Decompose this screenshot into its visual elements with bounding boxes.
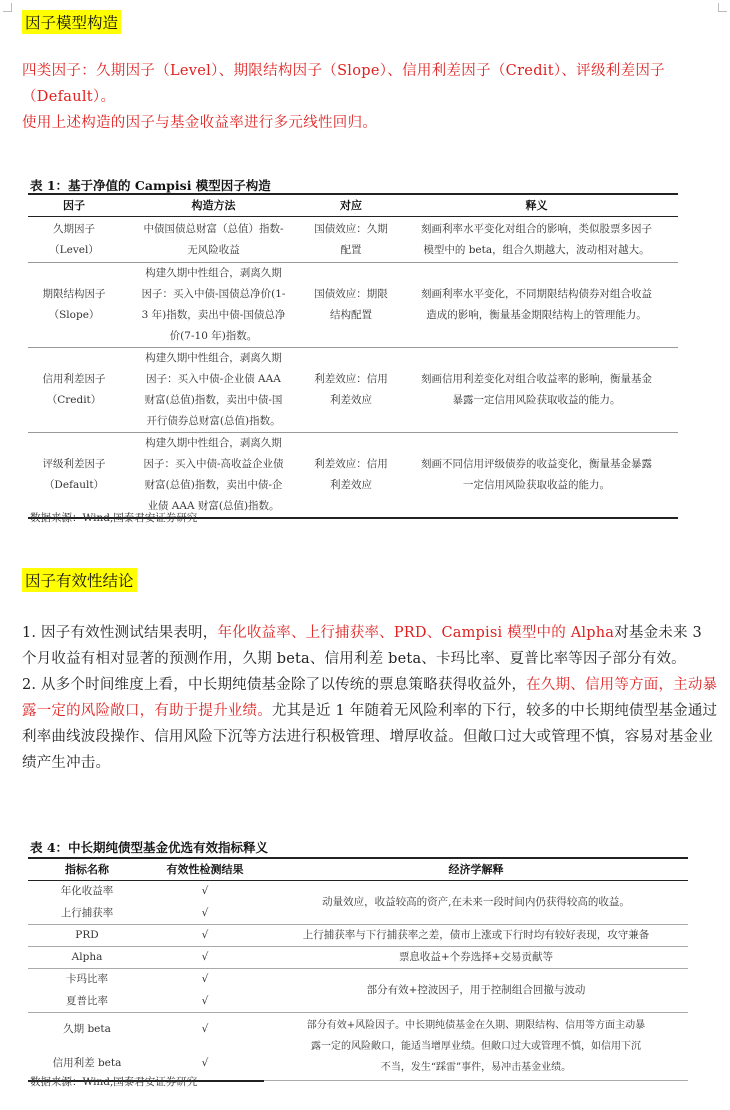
table1-caption: 表 1：基于净值的 Campisi 模型因子构造 (30, 178, 271, 193)
check-mark: √ (201, 885, 209, 898)
explain-cell: 上行捕获率与下行捕获率之差，债市上涨或下行时均有较好表现，攻守兼备 (264, 925, 688, 947)
check-mark: √ (201, 1023, 209, 1036)
table-row (28, 217, 678, 263)
table-row (28, 881, 688, 903)
meaning-cell: 刻画信用利差变化对组合收益率的影响，衡量基金 暴露一定信用风险获取收益的能力。 (395, 348, 678, 433)
factor-cell: 久期因子 （Level） (28, 217, 120, 263)
explain-cell: 部分有效+风险因子。中长期纯债基金在久期、期限结构、信用等方面主动暴 露一定的风险敞口，能适当增厚业绩。但敞口过大或管理不慎，如信用下沉 不当，发生“踩雷”事件，易冲击基金业绩。 (264, 1013, 688, 1081)
column-header: 释义 (395, 194, 678, 217)
check-mark: √ (146, 991, 264, 1013)
factor-table (28, 193, 678, 519)
check-mark: √ (146, 947, 264, 969)
indicator-name: PRD (28, 925, 146, 947)
conclusion-text (22, 620, 718, 776)
table4-source: 数据来源：Wind,国泰君安证券研究 (30, 1076, 198, 1088)
column-header: 经济学解释 (264, 858, 688, 881)
conclusion-paragraph-1: 1. 因子有效性测试结果表明，年化收益率、上行捕获率、PRD、Campisi 模型中的 Alpha对基金未来 3 个月收益有相对显著的预测作用，久期 beta、信用利差 beta、卡玛比率、夏普比率等因子部分有效。 (22, 625, 702, 667)
conclusion-paragraph-2: 2. 从多个时间维度上看，中长期纯债基金除了以传统的票息策略获得收益外，在久期、信用等方面，主动暴露一定的风险敞口，有助于提升业绩。尤其是近 1 年随着无风险利率的下行，较多的中长期纯债型基金通过利率曲线波段操作、信用风险下沉等方法进行积极管理、增厚收益。但敞口过大或管理不慎，容易对基金业绩产生冲击。 (22, 677, 718, 771)
method-cell: 构建久期中性组合，剥离久期 因子：买入中债-国债总净价(1- 3 年)指数，卖出中债-国债总净 价(7-10 年)指数。 (120, 263, 307, 348)
table-row (28, 947, 688, 969)
column-header: 构造方法 (120, 194, 307, 217)
indicator-name: 信用利差 beta (28, 1047, 146, 1081)
indicator-name: 夏普比率 (28, 991, 146, 1013)
method-cell: 构建久期中性组合，剥离久期 因子：买入中债-高收益企业债 财富(总值)指数，卖出中债-企 业债 AAA 财富(总值)指数。 (120, 433, 307, 519)
factor-cell: 期限结构因子 （Slope） (28, 263, 120, 348)
page-corner-mark (3, 3, 12, 12)
table-row (28, 1013, 688, 1047)
indicator-name: Alpha (28, 947, 146, 969)
check-mark: √ (201, 973, 209, 986)
section-heading-model: 因子模型构造 (22, 10, 121, 34)
effect-cell: 利差效应：信用 利差效应 (307, 433, 395, 519)
meaning-cell: 刻画利率水平变化，不同期限结构债券对组合收益 造成的影响，衡量基金期限结构上的管理能力。 (395, 263, 678, 348)
table-header-row (28, 858, 688, 881)
section-heading-conclusion: 因子有效性结论 (22, 568, 137, 592)
method-cell: 构建久期中性组合，剥离久期 因子：买入中债-企业债 AAA 财富(总值)指数，卖出中债-国 开行债券总财富(总值)指数。 (120, 348, 307, 433)
effect-cell: 利差效应：信用 利差效应 (307, 348, 395, 433)
explain-cell: 票息收益+个券选择+交易贡献等 (264, 947, 688, 969)
intro-line-2: 使用上述构造的因子与基金收益率进行多元线性回归。 (22, 115, 378, 131)
indicator-table (28, 857, 688, 1082)
indicator-name: 卡玛比率 (66, 973, 108, 986)
column-header: 指标名称 (28, 858, 146, 881)
table-row (28, 925, 688, 947)
intro-line-1: 四类因子：久期因子（Level）、期限结构因子（Slope）、信用利差因子（Credit）、评级利差因子（Default）。 (22, 63, 665, 105)
meaning-cell: 刻画利率水平变化对组合的影响，类似股票多因子 模型中的 beta，组合久期越大，波动相对越大。 (395, 217, 678, 263)
effect-cell: 国债效应：期限 结构配置 (307, 263, 395, 348)
method-cell: 中债国债总财富（总值）指数- 无风险收益 (120, 217, 307, 263)
table-row (28, 969, 688, 991)
check-mark: √ (146, 903, 264, 925)
intro-text (22, 58, 712, 136)
explain-cell: 部分有效+控波因子，用于控制组合回撤与波动 (264, 969, 688, 1013)
meaning-cell: 刻画不同信用评级债券的收益变化，衡量基金暴露 一定信用风险获取收益的能力。 (395, 433, 678, 519)
check-mark: √ (146, 1047, 264, 1081)
column-header: 对应 (307, 194, 395, 217)
explain-cell: 动量效应，收益较高的资产,在未来一段时间内仍获得较高的收益。 (264, 881, 688, 925)
table1-source: 数据来源：Wind,国泰君安证券研究 (30, 512, 198, 524)
indicator-name: 上行捕获率 (28, 903, 146, 925)
indicator-name: 久期 beta (63, 1023, 111, 1036)
table4-caption: 表 4：中长期纯债型基金优选有效指标释义 (30, 840, 269, 855)
column-header: 因子 (28, 194, 120, 217)
factor-cell: 信用利差因子 （Credit） (28, 348, 120, 433)
effect-cell: 国债效应：久期 配置 (307, 217, 395, 263)
indicator-name: 年化收益率 (60, 885, 114, 898)
check-mark: √ (146, 925, 264, 947)
factor-cell: 评级利差因子 （Default） (28, 433, 120, 519)
table-row (28, 263, 678, 348)
table-row (28, 433, 678, 519)
table-row (28, 348, 678, 433)
page-corner-mark (718, 3, 727, 12)
table-header-row (28, 194, 678, 217)
column-header: 有效性检测结果 (146, 858, 264, 881)
